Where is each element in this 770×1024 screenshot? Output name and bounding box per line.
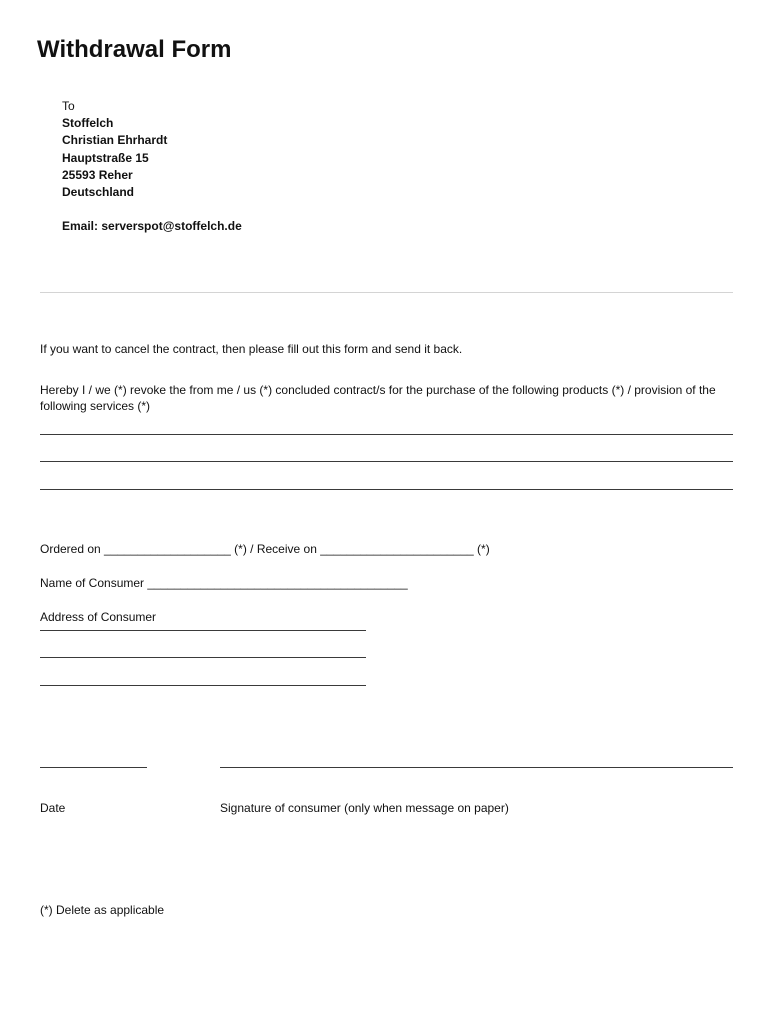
address-line-2[interactable]: [40, 657, 366, 658]
recipient-country: Deutschland: [62, 185, 135, 200]
ordered-received-line[interactable]: Ordered on ___________________ (*) / Receive on _______________________ (*): [40, 542, 490, 556]
products-line-2[interactable]: [40, 461, 733, 462]
consumer-name-line[interactable]: Name of Consumer _______________________________________: [40, 576, 408, 590]
recipient-address-block: [62, 98, 242, 235]
address-label: Address of Consumer: [40, 610, 157, 624]
recipient-email[interactable]: Email: serverspot@stoffelch.de: [62, 219, 242, 234]
products-line-3[interactable]: [40, 489, 733, 490]
revocation-statement: Hereby I / we (*) revoke the from me / us (*) concluded contract/s for the purchase of the following products (*) / provision of the following services (*): [40, 383, 716, 413]
date-label: Date: [40, 801, 66, 815]
intro-text: If you want to cancel the contract, then please fill out this form and send it back.: [40, 342, 463, 356]
address-line-1[interactable]: [40, 630, 366, 631]
recipient-city: 25593 Reher: [62, 167, 133, 182]
date-line[interactable]: [40, 767, 147, 768]
products-line-1[interactable]: [40, 434, 733, 435]
section-divider: [40, 292, 733, 293]
recipient-street: Hauptstraße 15: [62, 150, 149, 165]
signature-label: Signature of consumer (only when message on paper): [220, 801, 509, 815]
address-line-3[interactable]: [40, 685, 366, 686]
form-title: Withdrawal Form: [37, 36, 232, 63]
signature-line[interactable]: [220, 767, 733, 768]
recipient-to-label: To: [62, 99, 75, 113]
recipient-company: Stoffelch: [62, 116, 114, 131]
footnote: (*) Delete as applicable: [40, 903, 165, 917]
recipient-spacer: [62, 201, 242, 218]
recipient-contact: Christian Ehrhardt: [62, 133, 168, 148]
